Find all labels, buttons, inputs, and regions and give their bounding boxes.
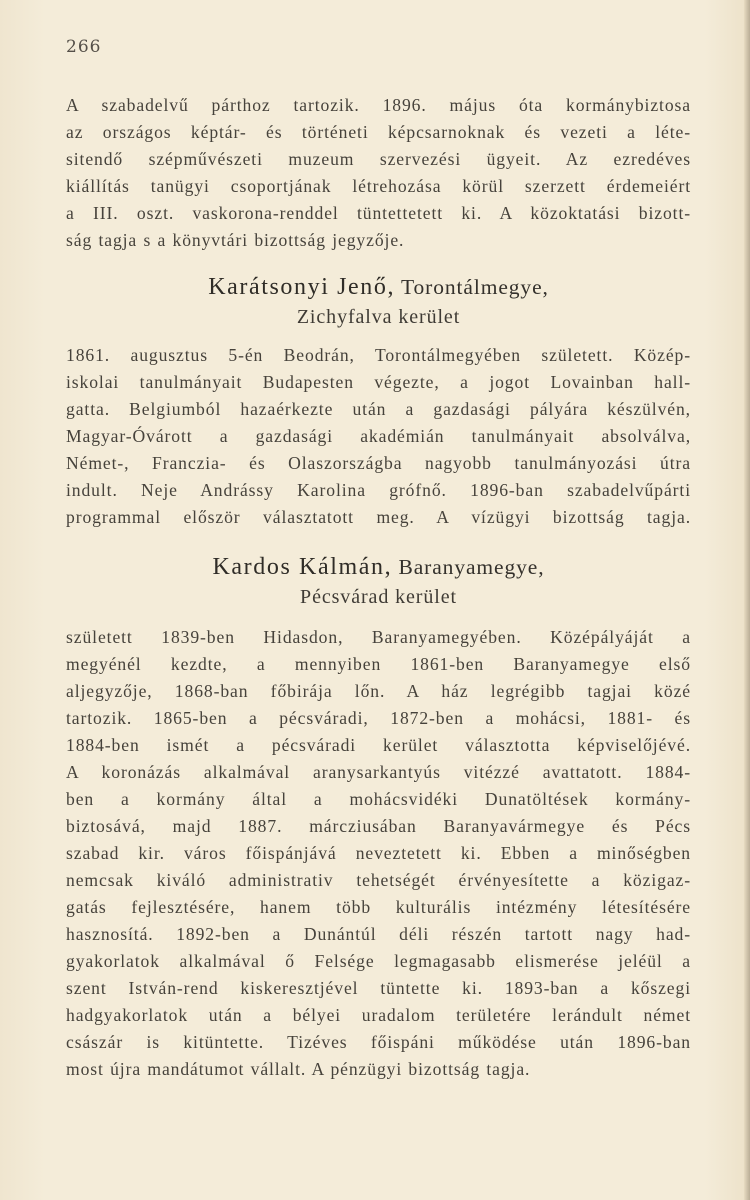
text-line: hasznosítá. 1892-ben a Dunántúl déli részén tartott nagy had- [66,924,691,944]
text-line: megyénél kezdte, a mennyiben 1861-ben Baranyamegye első [66,654,691,674]
text-line: biztosává, majd 1887. márcziusában Baranyavármegye és Pécs [66,816,691,836]
entry-county: Baranyamegye, [398,555,545,579]
text-line: aljegyzője, 1868-ban főbirája lőn. A ház legrégibb tagjai közé [66,681,691,701]
text-line: gatta. Belgiumból hazaérkezte után a gazdasági pályára készülvén, [66,399,691,419]
text-line: az országos képtár- és történeti képcsarnoknak és vezeti a léte- [66,122,691,142]
text-line: most újra mandátumot vállalt. A pénzügyi bizottság tagja. [66,1059,531,1079]
text-line: gyakorlatok alkalmával ő Felsége legmagasabb elismerése jeléül a [66,951,691,971]
text-line: A szabadelvű párthoz tartozik. 1896. május óta kormánybiztosa [66,95,691,115]
page-number: 266 [66,37,102,57]
entry-heading-kardos [66,552,691,612]
entry-heading-karatsonyi [66,272,691,332]
text-line: kiállítás tanügyi csoportjának létrehozása körül szerzett érdemeiért [66,176,691,196]
text-line: 1861. augusztus 5-én Beodrán, Torontálmegyében született. Közép- [66,345,691,365]
text-line: Magyar-Óvárott a gazdasági akadémián tanulmányait absolválva, [66,426,691,446]
text-line: sitendő szépművészeti muzeum szervezési ügyeit. Az ezredéves [66,149,691,169]
text-line: Német-, Franczia- és Olaszországba nagyobb tanulmányozási útra [66,453,691,473]
entry-district: Pécsvárad kerület [300,586,457,608]
entry-name: Kardos Kálmán, [212,554,393,580]
page-edge [744,0,750,1200]
text-line: császár is kitüntette. Tizéves főispáni működése után 1896-ban [66,1032,691,1052]
text-line: tartozik. 1865-ben a pécsváradi, 1872-ben a mohácsi, 1881- és [66,708,691,728]
intro-paragraph [66,92,691,254]
text-line: nemcsak kiváló administrativ tehetségét érvényesítette a közigaz- [66,870,691,890]
entry-name: Karátsonyi Jenő, [208,274,396,300]
text-line: indult. Neje Andrássy Karolina grófnő. 1896-ban szabadelvűpárti [66,480,691,500]
text-line: iskolai tanulmányait Budapesten végezte, a jogot Lovainban hall- [66,372,691,392]
text-line: ság tagja s a könyvtári bizottság jegyzője. [66,230,405,250]
text-line: szent István-rend kiskeresztjével tüntette ki. 1893-ban a kőszegi [66,978,691,998]
text-line: A koronázás alkalmával aranysarkantyús vitézzé avattatott. 1884- [66,762,691,782]
text-line: a III. oszt. vaskorona-renddel tüntettetett ki. A közoktatási bizott- [66,203,691,223]
entry-district: Zichyfalva kerület [296,306,461,328]
text-line: hadgyakorlatok után a bélyei uradalom területére lerándult német [66,1005,691,1025]
text-line: gatás fejlesztésére, hanem több kulturális intézmény létesítésére [66,897,691,917]
text-line: született 1839-ben Hidasdon, Baranyamegyében. Középályáját a [66,627,691,647]
text-line: ben a kormány által a mohácsvidéki Dunatöltések kormány- [66,789,691,809]
page-content [66,92,691,1083]
entry-paragraph-karatsonyi [66,342,691,531]
text-line: 1884-ben ismét a pécsváradi kerület választotta képviselőjévé. [66,735,691,755]
text-line: szabad kir. város főispánjává neveztetett ki. Ebben a minőségben [66,843,691,863]
text-line: programmal először választatott meg. A vízügyi bizottság tagja. [66,507,691,527]
entry-paragraph-kardos [66,624,691,1083]
entry-county: Torontálmegye, [400,275,549,299]
